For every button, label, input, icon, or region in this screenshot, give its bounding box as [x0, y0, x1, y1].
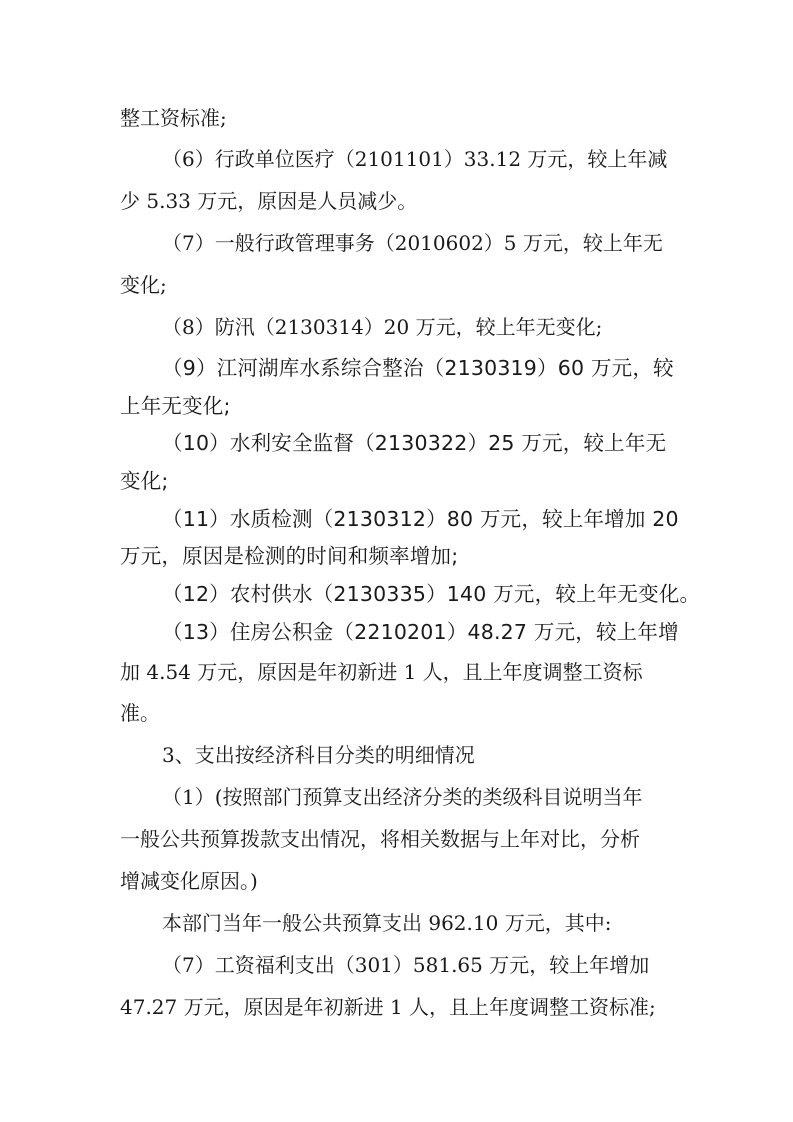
text-line: （8）防汛（2130314）20 万元，较上年无变化; — [162, 315, 603, 339]
text-line: 本部门当年一般公共预算支出 962.10 万元，其中: — [162, 911, 612, 935]
text-line: （12）农村供水（2130335）140 万元，较上年无变化。 — [162, 582, 701, 606]
text-line: 一般公共预算拨款支出情况，将相关数据与上年对比，分析 — [120, 827, 640, 851]
text-line: （11）水质检测（2130312）80 万元，较上年增加 20 — [162, 507, 679, 531]
text-line: 准。 — [120, 701, 160, 725]
text-line: 变化; — [120, 469, 169, 493]
text-line: （7）工资福利支出（301）581.65 万元，较上年增加 — [162, 953, 650, 977]
text-line: （10）水利安全监督（2130322）25 万元，较上年无 — [162, 431, 667, 455]
text-line: 上年无变化; — [120, 394, 231, 418]
text-line: （13）住房公积金（2210201）48.27 万元，较上年增 — [162, 620, 679, 644]
text-line: （7）一般行政管理事务（2010602）5 万元，较上年无 — [162, 231, 663, 255]
text-line: 变化; — [120, 273, 167, 297]
text-line: 少 5.33 万元，原因是人员减少。 — [120, 189, 418, 213]
text-line: （1）(按照部门预算支出经济分类的类级科目说明当年 — [162, 785, 643, 809]
text-line: 整工资标准; — [120, 106, 227, 130]
text-line: 增减变化原因。) — [120, 869, 258, 893]
text-line: 47.27 万元，原因是年初新进 1 人，且上年度调整工资标准; — [120, 995, 656, 1019]
text-line: 万元，原因是检测的时间和频率增加; — [120, 544, 459, 568]
text-line: 加 4.54 万元，原因是年初新进 1 人，且上年度调整工资标 — [120, 660, 643, 684]
section-heading: 3、支出按经济科目分类的明细情况 — [162, 743, 475, 767]
text-line: （6）行政单位医疗（2101101）33.12 万元，较上年减 — [162, 147, 668, 171]
text-line: （9）江河湖库水系综合整治（2130319）60 万元，较 — [162, 356, 674, 380]
